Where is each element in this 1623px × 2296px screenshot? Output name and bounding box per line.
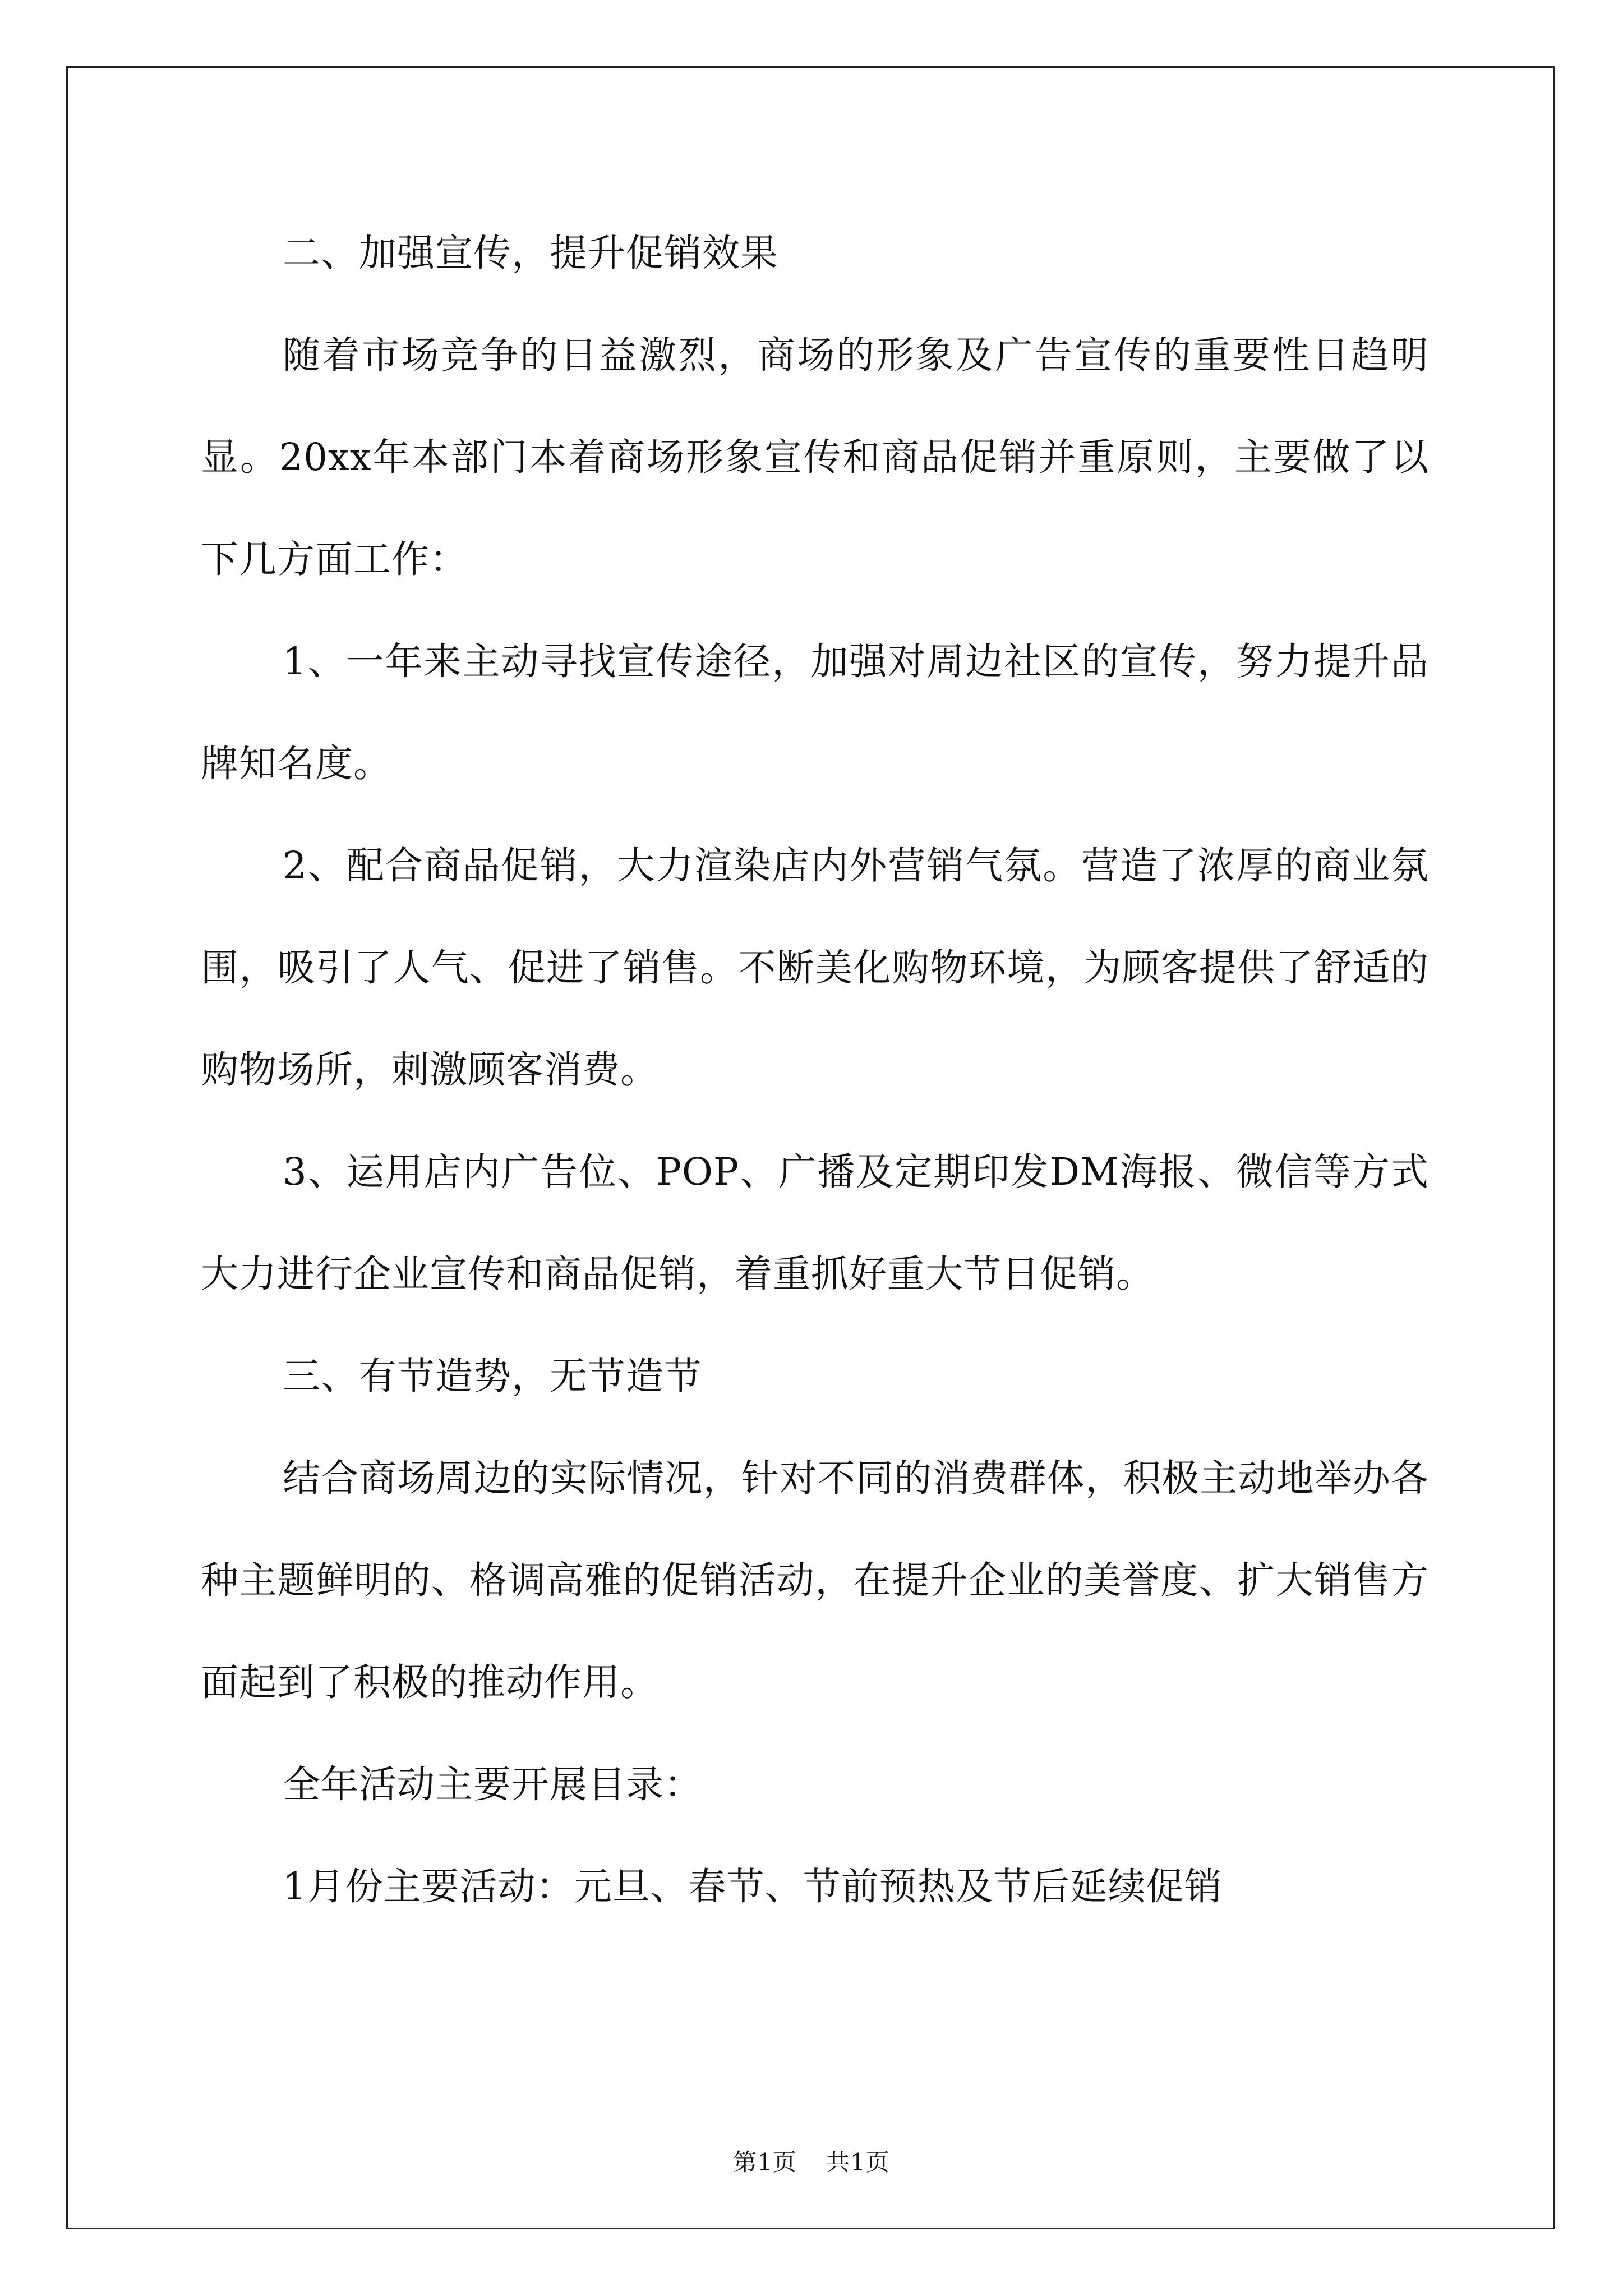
january-activities: 1月份主要活动：元旦、春节、节前预热及节后延续促销 xyxy=(283,1865,1223,1908)
activity-catalog-heading: 全年活动主要开展目录： xyxy=(283,1763,702,1806)
section-heading-festival: 三、有节造势，无节造节 xyxy=(283,1354,702,1398)
document-body xyxy=(201,202,1429,1938)
paragraph-publicity-intro: 随着市场竞争的日益激烈，商场的形象及广告宣传的重要性日趋明显。20xx年本部门本着商场形象宣传和商品促销并重原则，主要做了以下几方面工作： xyxy=(201,333,1429,581)
list-item-2: 2、配合商品促销，大力渲染店内外营销气氛。营造了浓厚的商业氛围，吸引了人气、促进了销售。不断美化购物环境，为顾客提供了舒适的购物场所，刺激顾客消费。 xyxy=(201,844,1429,1092)
page-footer xyxy=(0,2146,1623,2179)
page-total: 共1页 xyxy=(826,2148,890,2176)
section-heading-publicity: 二、加强宣传，提升促销效果 xyxy=(283,231,778,275)
page-number: 第1页 xyxy=(733,2148,797,2176)
paragraph-festival-intro: 结合商场周边的实际情况，针对不同的消费群体，积极主动地举办各种主题鲜明的、格调高雅的促销活动，在提升企业的美誉度、扩大销售方面起到了积极的推动作用。 xyxy=(201,1456,1429,1704)
list-item-1: 1、一年来主动寻找宣传途径，加强对周边社区的宣传，努力提升品牌知名度。 xyxy=(201,639,1429,785)
list-item-3: 3、运用店内广告位、POP、广播及定期印发DM海报、微信等方式大力进行企业宣传和商品促销，着重抓好重大节日促销。 xyxy=(201,1150,1429,1296)
